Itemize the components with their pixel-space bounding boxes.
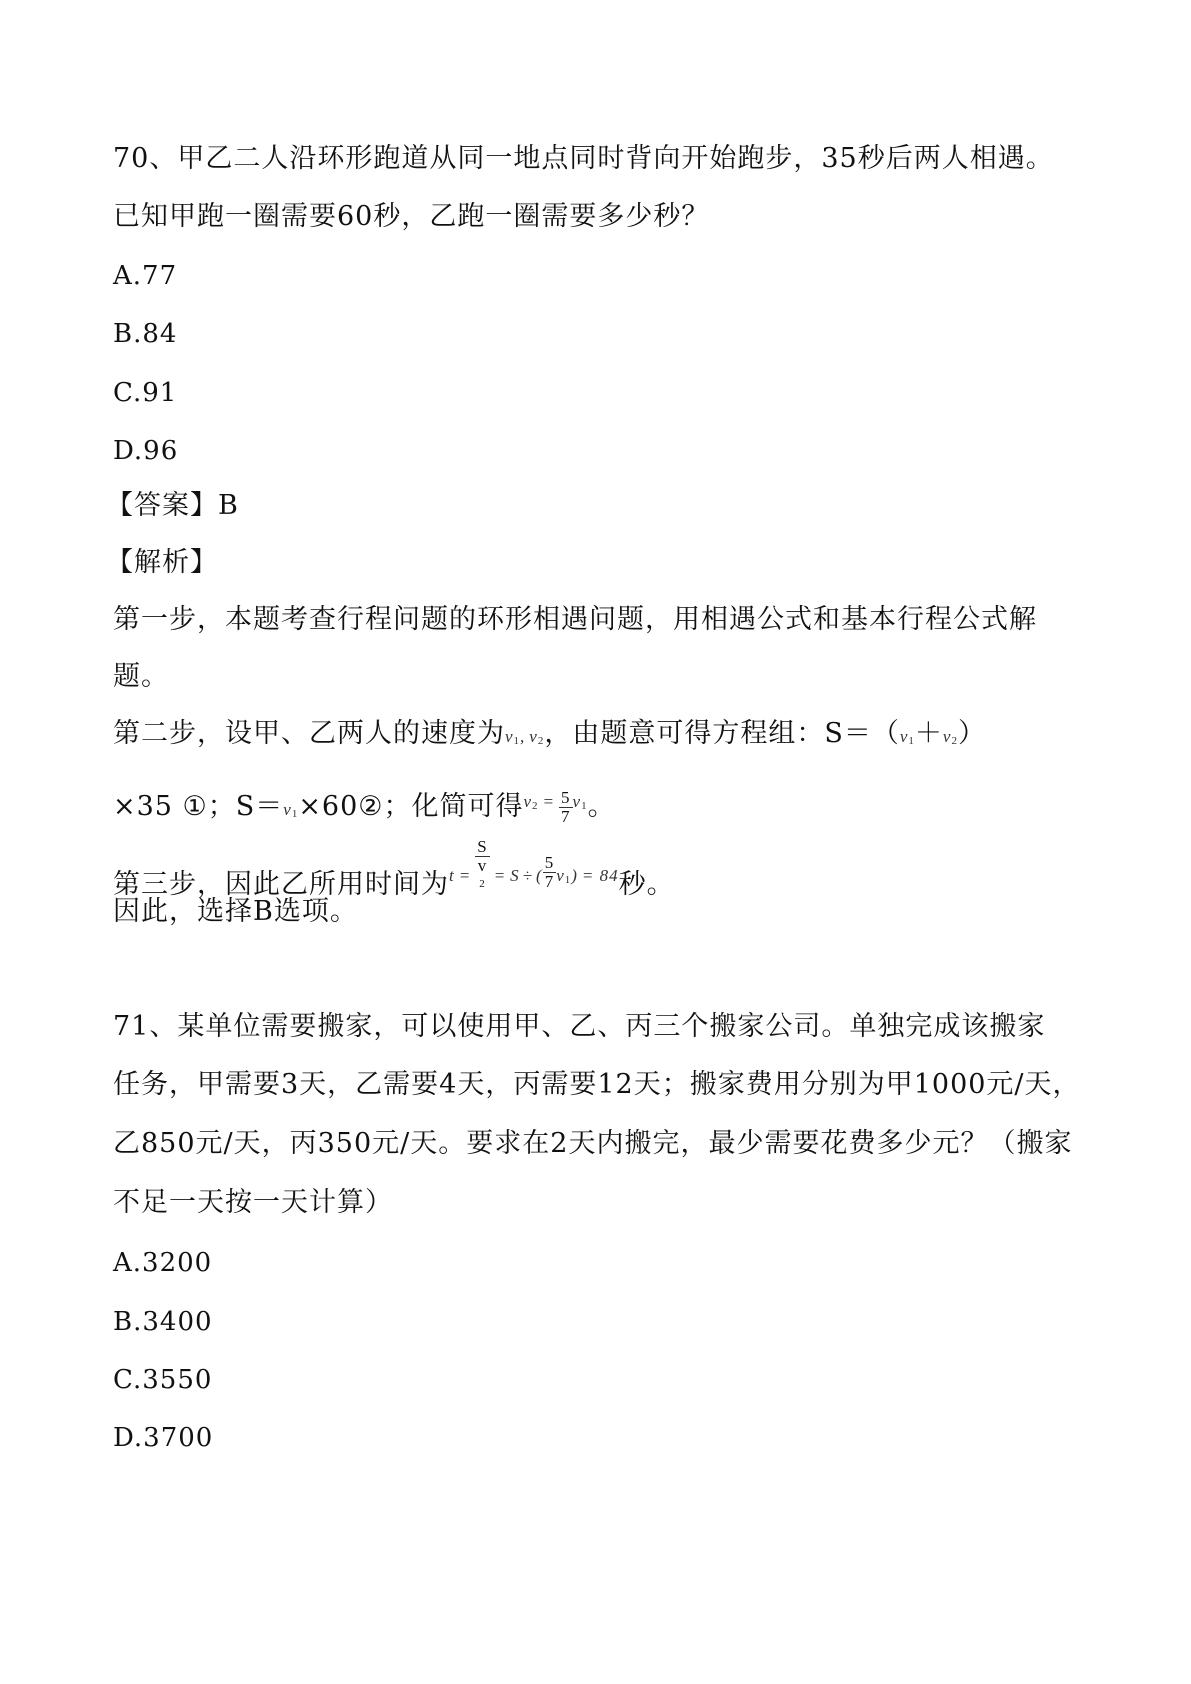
step3-text-b: 秒。: [618, 869, 675, 900]
step2-text-a: 第二步，设甲、乙两人的速度为: [113, 718, 505, 749]
math-v1-sum: v1: [899, 727, 915, 747]
math-lparen: (: [536, 866, 543, 885]
math-v1-rhs: v1: [572, 792, 588, 812]
q71-option-c: C.3550: [113, 1365, 213, 1395]
q71-stem-line3: 乙850元/天，丙350元/天。要求在2天内搬完，最少需要花费多少元？（搬家: [113, 1128, 1073, 1159]
math-comma: ,: [520, 727, 526, 746]
q70-step1-line2: 题。: [113, 661, 169, 692]
q71-option-b: B.3400: [113, 1307, 213, 1337]
math-equals: =: [542, 792, 556, 811]
math-fraction-5-7: $\frac{5}{7}$: [561, 788, 571, 826]
step2-plus: ＋: [914, 718, 943, 749]
step2-text-d: ）: [957, 718, 986, 749]
step2-text-f: ×60②；化简可得: [298, 791, 524, 822]
q70-step2-line1: [113, 717, 986, 758]
q71-stem-line2: 任务，甲需要3天，乙需要4天，丙需要12天；搬家费用分别为甲1000元/天，: [113, 1069, 1081, 1100]
q70-step2-line2: [113, 780, 616, 836]
step2-period: 。: [587, 791, 616, 822]
q70-analysis-label: 【解析】: [106, 547, 218, 578]
step2-text-e: ×35 ①；S＝: [113, 791, 284, 822]
q71-stem-line1: 71、某单位需要搬家，可以使用甲、乙、丙三个搬家公司。单独完成该搬家: [113, 1011, 1046, 1042]
math-v1: v1: [505, 727, 521, 747]
math-v2: v2: [529, 727, 545, 747]
q70-conclusion: 因此，选择B选项。: [113, 896, 358, 927]
q70-option-d: D.96: [113, 436, 179, 466]
math-fraction-5-7b: $\frac{5}{7}$: [544, 853, 555, 891]
math-S: S: [510, 866, 520, 885]
math-eq-t: =: [458, 866, 472, 885]
q70-stem-line1: 70、甲乙二人沿环形跑道从同一地点同时背向开始跑步，35秒后两人相遇。: [113, 143, 1054, 174]
math-v1-b: v1: [283, 800, 299, 820]
q70-step1-line1: 第一步，本题考查行程问题的环形相遇问题，用相遇公式和基本行程公式解: [113, 604, 1037, 635]
math-eq-s: =: [493, 866, 507, 885]
math-v1-c: v1: [556, 866, 572, 886]
q71-option-d: D.3700: [113, 1423, 214, 1453]
math-rparen: ): [571, 866, 578, 885]
math-v2-lhs: v2: [523, 792, 539, 812]
q70-answer: 【答案】B: [106, 490, 239, 521]
q70-option-a: A.77: [113, 261, 178, 291]
q70-stem-line2: 已知甲跑一圈需要60秒，乙跑一圈需要多少秒？: [113, 201, 710, 232]
math-v2-sum: v2: [942, 727, 958, 747]
math-divide: ÷: [522, 866, 534, 885]
q71-option-a: A.3200: [113, 1248, 213, 1278]
math-fraction-s-v2: S v 2: [477, 837, 488, 890]
step3-text-a: 第三步，因此乙所用时间为: [113, 869, 449, 900]
q70-option-c: C.91: [113, 378, 178, 408]
math-eq-84: = 84: [581, 866, 619, 885]
math-t: t: [449, 866, 455, 885]
step2-text-b: ，由题意可得方程组：S＝（: [544, 718, 900, 749]
q70-option-b: B.84: [113, 319, 178, 349]
q71-stem-line4: 不足一天按一天计算）: [113, 1187, 393, 1218]
